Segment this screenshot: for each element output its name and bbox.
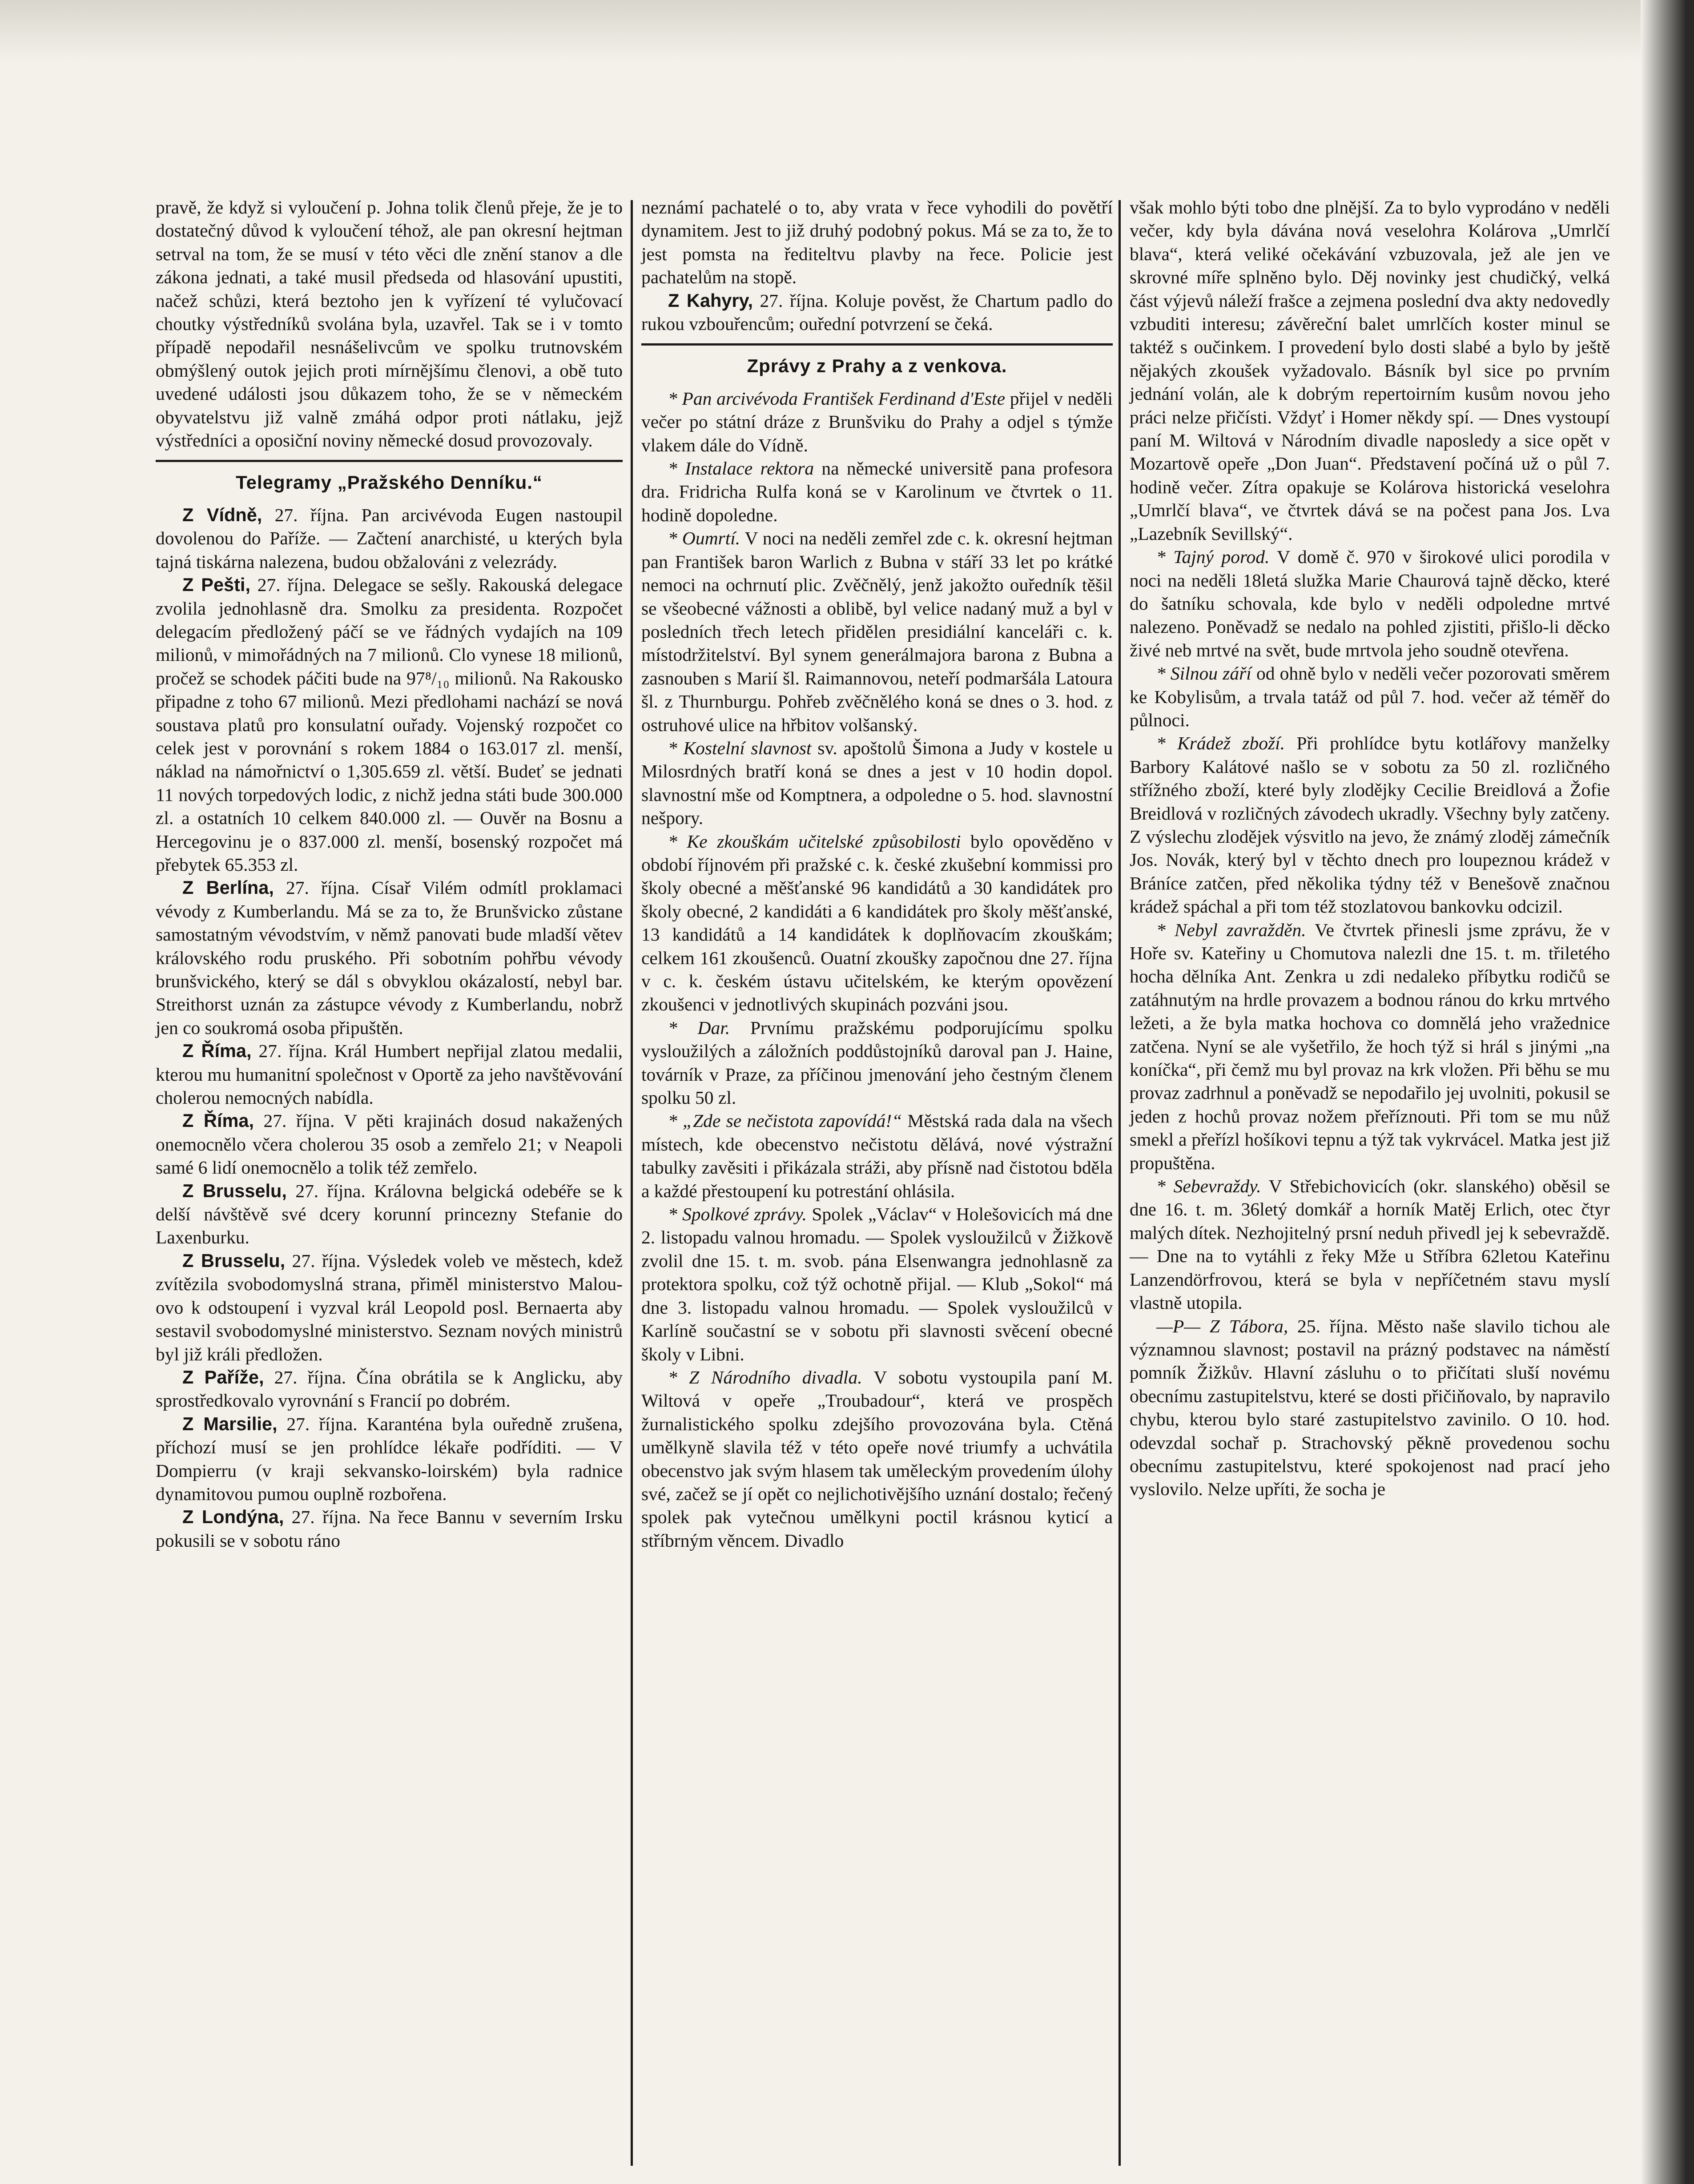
news-text: Spolek „Václav“ v Holešovicích má dne 2. listopadu valnou hromadu. — Spolek vysloužilců v Žižkově zvolil dne 15. t. m. svob. pána Elsenwangra jednohlasně za protektora spolku, což týž ochotně přijal. — Klub „Sokol“ má dne 3. listopadu valnou hromadu. — Spolek vysloužilců v Karlíně součastní se v sobotu při slavnosti svěcení obecné školy v Libni.: [641, 1204, 1113, 1364]
telegram-item: [641, 289, 1113, 336]
telegram-item: [156, 876, 623, 1039]
scan-right-edge: [1641, 0, 1694, 2184]
news-text: od ohně bylo v neděli večer pozorovati směrem ke Kobylisům, a trvala tatáž od půl 7. hod. večer až téměř do půlnoci.: [1130, 663, 1610, 730]
news-lead: * Spolkové zprávy.: [668, 1204, 807, 1225]
telegram-item: [156, 573, 623, 876]
news-text: Při prohlídce bytu kotlářovy manželky Barbory Kalátové našlo se v sobotu za 50 zl. rozličného střížného zboží, které byly zlodějky Cecilie Breidlová a Žofie Breidlová v rozličných závodech ukradly. Všechny byly zatčeny. Z výslechu zlodějek výsvitlo na jevo, že známý zloděj zámečník Jos. Novák, který byl v těchto dnech pro loupeznou krádež v Bráníce zatčen, před několika týdny též v Benešově značnou krádež spáchal a při tom též stozlatovou bankovku odcizil.: [1130, 733, 1610, 917]
news-text: Ve čtvrtek přinesli jsme zprávu, že v Hoře sv. Kateřiny u Chomutova nalezli dne 15. t. m. třiletého hocha dělníka Ant. Zenkra u zdi nedaleko příbytku rodičů se zatáhnutým na hrdle provazem a bodnou ránou do krku mrtvého ležeti, a že byla matka hochova co domnělá jeho vražednice zatčena. Nyní se ale vyšetřilo, že hoch týž si hrál s jinými „na koníčka“, při čemž mu byl provaz na krk vložen. Při běhu se mu provaz zadrhnul a poněvadž se nepodařilo jej uvolniti, pokusil se jeden z hochů provaz nožem přeříznouti. Při tom se mu nůž smekl a přeřízl hošíkovi tepnu a týž tak vykrvácel. Matka jest již propuštěna.: [1130, 919, 1610, 1173]
telegram-place: Z Paříže,: [182, 1366, 264, 1388]
telegram-text: 27. října. Delegace se sešly. Rakouská delegace zvolila jednohlasně dra. Smolku za presidenta. Rozpočet delegacím předložený páčí se ve řádných vydajích na 109 milionů, v mimořádných na 7 milionů. Clo vynese 18 milionů, pročež se schodek páčiti bude na 97⁸/₁₀ milionů. Na Rakousko připadne z toho 67 milionů. Mezi předlohami nachází se nová soustava platů pro konsulatní ouřady. Vojenský rozpočet co celek jest v porovnání s rokem 1884 o 163.017 zl. menší, náklad na námořnictví o 1,305.659 zl. větší. Budeť se jednati 11 nových torpedových lodic, z nichž jedna státi bude 300.000 zl. a ostatních 10 celkem 840.000 zl. — Ouvěr na Bosnu a Hercegovinu je o 837.000 zl. menší, bosenský rozpočet má přebytek 65.353 zl.: [156, 575, 623, 875]
news-item: [641, 830, 1113, 1016]
telegram-text: 27. října. Na řece Bannu v severním Irsku pokusili se v sobotu ráno: [156, 1507, 623, 1551]
telegram-text: 27. října. Královna belgická odebéře se k delší návštěvě své dcery korunní princezny Stefanie do Laxenburku.: [156, 1180, 623, 1248]
telegram-place: Z Vídně,: [182, 504, 262, 525]
telegram-list: [156, 503, 623, 1552]
telegram-place: Z Londýna,: [182, 1506, 284, 1528]
telegram-text: 27. října. V pěti krajinách dosud nakažených onemocnělo včera cholerou 35 osob a zemřelo 21; v Neapoli samé 6 lidí onemocnělo a tolik též zemřelo.: [156, 1110, 623, 1178]
section-divider: [156, 460, 623, 462]
news-lead: * Pan arcivévoda František Ferdinand d'Este: [668, 388, 1005, 409]
column-rule-left: [631, 200, 633, 2166]
article-continuation: pravě, že když si vyloučení p. Johna tolik členů přeje, že je to dostatečný důvod k vyloučení téhož, ale pan okresní hejtman setrval na tom, že se musí v této věci dle znění stanov a dle zákona jednati, a také musil předseda od hlasování upustiti, načež schůzi, která beztoho jen k vyřízení té vylučovací choutky výstředníků svolána byla, uzavřel. Tak se i v tomto případě nepodařil nesnášelivcům ve spolku trutnovském obmýšlený outok jejich proti mírnějšímu členovi, a obě tuto uvedené události jsou důkazem toho, že se v německém obyvatelstvu již valně zmáhá odpor proti nátlaku, jejž výstředníci a oposiční noviny německé dosud provozovaly.: [156, 197, 623, 451]
telegram-item: [156, 1109, 623, 1179]
news-lead: * Krádež zboží.: [1156, 733, 1285, 754]
news-lead: * Silnou září: [1156, 663, 1251, 684]
news-text: Městská rada dala na všech místech, kde obecenstvo nečistotu dělává, nové výstražní tabulky zavěsiti i přikázala stráži, aby přísně nad čistotou bděla a každé přestoupení ku potrestání ohlásila.: [641, 1110, 1113, 1201]
telegram-place: Z Říma,: [182, 1110, 254, 1131]
news-lead: * Oumrtí.: [668, 528, 740, 549]
news-item: [641, 457, 1113, 527]
news-lead: * Nebyl zavražděn.: [1156, 919, 1306, 940]
telegram-item: [156, 1179, 623, 1249]
news-lead: * Tajný porod.: [1156, 547, 1270, 567]
news-text: sv. apoštolů Šimona a Judy v kostele u Milosrdných bratří koná se dnes a jest v 10 hodin dopol. slavnostní mše od Komptnera, a odpoledne o 5. hod. slavnostní nešpory.: [641, 737, 1113, 829]
telegram-text: 27. října. Císař Vilém odmítl proklamaci vévody z Kumberlandu. Má se za to, že Brunšvicko zůstane samostatným vévodstvím, v němž panovati bude mladší větev královského rodu pruského. Při sobotním pohřbu vévody brunšvického, který se dál s obvyklou okázalostí, nebyl bar. Streithorst uznán za zástupce vévody z Kumberlandu, nobrž jen co soukromá osoba připuštěn.: [156, 877, 623, 1038]
news-text: 25. října. Město naše slavilo tichou ale významnou slavnost; postavil na prázný podstavec na náměstí pomník Žižkův. Hlavní zásluhu o to přičítati sluší novému obecnímu zastupitelstvu, které se dosti přičiňovalo, by napravilo chybu, kterou bylo staré zastupitelstvo zavinilo. O 10. hod. odevzdal sochař p. Strachovský pěkně provedenou sochu obecnímu zastupitelstvu, které spokojenost nad prací jeho vyslovilo. Nelze upříti, že socha je: [1130, 1315, 1610, 1500]
telegram-place: Z Marsilie,: [182, 1413, 278, 1434]
news-item: [641, 1109, 1113, 1203]
telegram-text: 27. října. Král Humbert nepřijal zlatou medalii, kterou mu humanitní společnost v Oportě za jeho navštěvování cholerou nemocných nabídla.: [156, 1041, 623, 1108]
telegram-text: 27. října. Karanténa byla ouředně zrušena, příchozí musí se jen prohlídce lékaře podříditi. — V Dompierru (v kraji sekvansko-loirském) byla radnice dynamitovou pumou ouplně rozbořena.: [156, 1413, 623, 1504]
column-2: [641, 196, 1113, 1552]
news-lead: * „Zde se nečistota zapovídá!“: [668, 1110, 902, 1131]
news-item: [1130, 662, 1610, 732]
news-item: [641, 527, 1113, 736]
telegram-item: [156, 1249, 623, 1366]
news-lead: * Ke zkouškám učitelské způsobilosti: [668, 831, 961, 852]
news-lead: * Instalace rektora: [668, 458, 814, 479]
telegram-item: [156, 1505, 623, 1552]
news-lead: * Dar.: [668, 1017, 730, 1038]
news-item: [1130, 1174, 1610, 1314]
scan-top-edge: [0, 0, 1694, 62]
section-divider: [641, 343, 1113, 346]
telegram-item: [156, 1366, 623, 1412]
telegram-text: 27. října. Koluje pověst, že Chartum padlo do rukou vzbouřencům; ouřední potvrzení se čeká.: [641, 290, 1113, 334]
news-lead: —P— Z Tábora,: [1156, 1315, 1288, 1336]
news-item: [1130, 918, 1610, 1174]
news-text: V Střebichovicích (okr. slanského) oběsil se dne 16. t. m. 36letý domkář a horník Matěj Erlich, otec čtyr malých dítek. Nezhojitelný prsní neduh přivedl jej k sebevraždě. — Dne na to vytáhli z řeky Mže u Stříbra 62letou Kateřinu Lanzendörfrovou, která se byla v nepříčetném stavu myslí vlastně utopila.: [1130, 1176, 1610, 1313]
news-item: [641, 1366, 1113, 1552]
telegram-continuation: neznámí pachatelé o to, aby vrata v řece vyhodili do povětří dynamitem. Jest to již druhý podobný pokus. Má se za to, že to jest pomsta na řediteltvu plavby na řece. Policie jest pachatelům na stopě.: [641, 197, 1113, 288]
column-3: [1130, 196, 1610, 1501]
news-text: V domě č. 970 v širokové ulici porodila v noci na neděli 18letá služka Marie Chaurová tajně děcko, které do šatníku schovala, kde bylo v neděli odpoledne mrtvé nalezeno. Poněvadž se nedalo na pohled zjistiti, přišlo-li děcko živé neb mrtvé na svět, bude mrtvola jeho soudně otevřena.: [1130, 547, 1610, 660]
news-item: [1130, 732, 1610, 918]
telegram-place: Z Berlína,: [182, 877, 274, 898]
news-text: přijel v neděli večer po státní dráze z Brunšviku do Prahy a odjel s týmže vlakem dále do Vídně.: [641, 388, 1113, 455]
telegram-text: 27. října. Čína obrátila se k Anglicku, aby sprostředkovalo vyrovnání s Francií po dobrém.: [156, 1367, 623, 1411]
news-item: [641, 387, 1113, 457]
news-text: V noci na neděli zemřel zde c. k. okresní hejtman pan František baron Warlich z Bubna v stáří 33 let po krátké nemoci na ochrnutí plic. Zvěčnělý, jenž jakožto ouředník těšil se všeobecné vážnosti a oblibě, byl velice nadaný muž a byl v posledních třech letech přidělen presidiální kanceláři c. k. místodržitelství. Byl synem generálmajora barona z Bubna a zasnouben s Marií šl. Raimannovou, neteří podmaršála Latoura šl. z Thurnburgu. Pohřeb zvěčnělého koná se dnes o 3. hod. z ostruhové ulice na hřbitov volšanský.: [641, 528, 1113, 735]
telegram-place: Z Kahyry,: [668, 290, 753, 311]
telegram-place: Z Říma,: [182, 1040, 252, 1062]
telegram-item: [156, 1412, 623, 1506]
telegram-heading: Telegramy „Pražského Denníku.“: [236, 472, 543, 493]
telegram-text: 27. října. Pan arcivévoda Eugen nastoupil dovolenou do Paříže. — Začtení anarchisté, u kterých byla tajná tiskárna nalezena, budou obžalováni z velezrády.: [156, 504, 623, 572]
news-item: [1130, 545, 1610, 662]
news-text: V sobotu vystoupila paní M. Wiltová v opeře „Troubadour“, která ve prospěch žurnalistického spolku zdejšího provozována byla. Ctěná umělkyně slavila též v této opeře nové triumfy a uchvátila obecenstvo jak svým hlasem tak uměleckým provedením úlohy své, začež se jí opět co nejlichotivějšího uznání dostalo; řečený spolek pak vytečnou umělkyni poctil krásnou kyticí a stříbrným věncem. Divadlo: [641, 1367, 1113, 1551]
telegram-item: [156, 1039, 623, 1109]
news-lead: * Z Národního divadla.: [668, 1367, 862, 1388]
telegram-place: Z Pešti,: [182, 574, 250, 595]
telegram-text: 27. října. Výsledek voleb ve městech, kdež zvítězila svobodomyslná strana, přiměl ministerstvo Malou-ovo k odstoupení i vyzval král Leopold posl. Bernaerta aby sestavil svobodomyslné ministerstvo. Seznam nových ministrů byl již králi předložen.: [156, 1250, 623, 1364]
news-item: [641, 1016, 1113, 1110]
news-item: [641, 1203, 1113, 1366]
news-text: Prvnímu pražskému podporujícímu spolku vysloužilých a záložních poddůstojníků daroval pan J. Haine, továrník v Praze, za příčinou jmenování jeho čestným členem spolku 50 zl.: [641, 1017, 1113, 1108]
news-item: [641, 736, 1113, 830]
news-heading: Zprávy z Prahy a z venkova.: [747, 355, 1007, 377]
telegram-item: [156, 503, 623, 573]
telegram-place: Z Brusselu,: [182, 1180, 287, 1201]
column-rule-right: [1119, 200, 1121, 2166]
news-continuation: však mohlo býti tobo dne plnější. Za to bylo vyprodáno v neděli večer, kdy byla dávána nová veselohra Kolárova „Umrlčí blava“, která veliké očekávání vzbuzovala, jež ale jen ve skrovné míře splněno bylo. Děj novinky jest chudičký, velká část výjevů náleží frašce a zejmena poslední dva akty nedovedly vzbuditi interesu; závěreční balet umrlčích koster minul se taktéž s oučinkem. I provedení bylo dosti slabé a bylo by ještě nějakých zkoušek vyžadovalo. Básník byl sice po prvním jednání volán, ale k dobrým repertoirním kusům novou jeho práci nelze přičísti. Vždyť i Homer někdy spí. — Dnes vystoupí paní M. Wiltová v Národním divadle naposledy a sice opět v Mozartově opeře „Don Juan“. Představení počíná už o půl 7. hodině večer. Zítra opakuje se Kolárova historická veselohra „Umrlčí blava“, ve čtvrtek dává se na počest pana Jos. Lva „Lazebník Sevillský“.: [1130, 197, 1610, 544]
column-1: [156, 196, 623, 1552]
news-lead: * Sebevraždy.: [1156, 1176, 1261, 1197]
news-item: [1130, 1315, 1610, 1501]
news-text: bylo opověděno v období říjnovém při pražské c. k. české zkušební kommissi pro školy obecné a měšťanské 96 kandidátů a 30 kandidátek pro školy obecné, 2 kandidáti a 6 kandidátek pro školy měšťanské, 13 kandidátů a 14 kandidátek k doplňovacím zkouškám; celkem 161 zkoušenců. Ouatní zkoušky započnou dne 27. října v c. k. českém ústavu učitelském, ke kterým opovězení zkoušenci v jednotlivých skupinách pozváni jsou.: [641, 831, 1113, 1015]
telegram-place: Z Brusselu,: [182, 1250, 286, 1271]
news-text: na německé universitě pana profesora drа. Fridricha Rulfa koná se v Karolinum ve čtvrtek o 11. hodině dopoledne.: [641, 458, 1113, 525]
news-lead: * Kostelní slavnost: [668, 737, 812, 758]
